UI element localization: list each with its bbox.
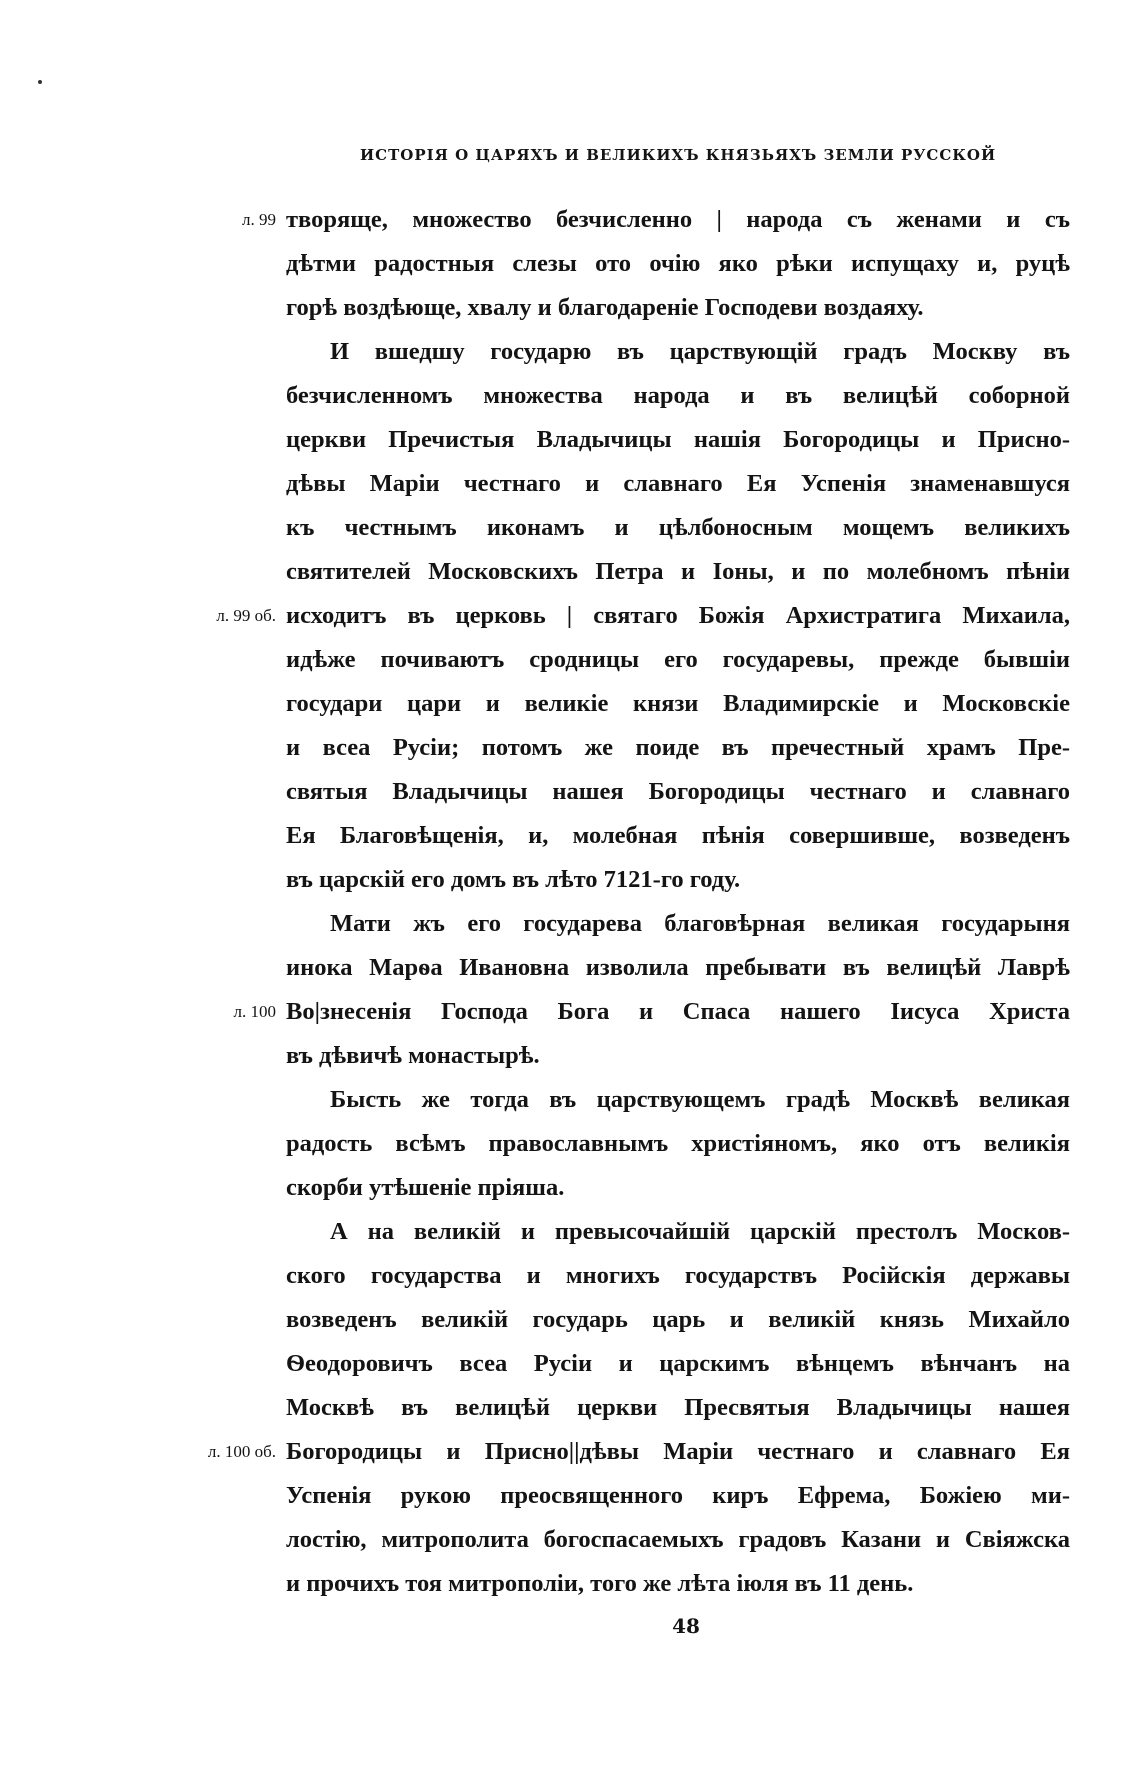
text-line: Бысть же тогда въ царствующемъ градѣ Москвѣ великая — [330, 1086, 1070, 1113]
running-header: ИСТОРІЯ О ЦАРЯХЪ И ВЕЛИКИХЪ КНЯЗЬЯХЪ ЗЕМЛИ РУССКОЙ — [360, 146, 997, 164]
folio-note: л. 99 об. — [216, 606, 276, 625]
text-line: дѣтми радостныя слезы ото очію яко рѣки испущаху и, руцѣ — [286, 250, 1070, 277]
folio-note: л. 100 — [233, 1002, 276, 1021]
text-line: возведенъ великій государь царь и великій князь Михайло — [286, 1306, 1070, 1333]
text-line: радость всѣмъ православнымъ христіяномъ, яко отъ великія — [286, 1130, 1070, 1157]
text-line: инока Марѳа Ивановна изволила пребывати въ велицѣй Лаврѣ — [286, 954, 1070, 981]
text-line: святителей Московскихъ Петра и Іоны, и по молебномъ пѣніи — [286, 558, 1070, 585]
text-line: и прочихъ тоя митрополіи, того же лѣта іюля въ 11 день. — [286, 1570, 914, 1597]
text-line: Ея Благовѣщенія, и, молебная пѣнія совершивше, возведенъ — [286, 822, 1070, 849]
text-line: Ѳеодоровичъ всеа Русіи и царскимъ вѣнцемъ вѣнчанъ на — [286, 1350, 1070, 1377]
text-line: л. 99 творяще, множество безчисленно | народа съ женами и съ — [286, 198, 1070, 242]
text-line: къ честнымъ иконамъ и цѣлбоносным мощемъ великихъ — [286, 514, 1070, 541]
text-line: ского государства и многихъ государствъ Російскія державы — [286, 1262, 1070, 1289]
text-line: Мати жъ его государева благовѣрная великая государыня — [330, 910, 1070, 937]
page-number: 48 — [672, 1614, 700, 1638]
text-line: идѣже почиваютъ сродницы его государевы, прежде бывшіи — [286, 646, 1070, 673]
text-line: Москвѣ въ велицѣй церкви Пресвятыя Владычицы нашея — [286, 1394, 1070, 1421]
text-line: скорби утѣшеніе пріяша. — [286, 1174, 565, 1201]
text-line: въ дѣвичѣ монастырѣ. — [286, 1042, 540, 1069]
text-line: л. 100 Во|знесенія Господа Бога и Спаса нашего Іисуса Христа — [286, 990, 1070, 1034]
body-text — [207, 198, 1070, 1606]
text-line: церкви Пречистыя Владычицы нашія Богородицы и Присно- — [286, 426, 1070, 453]
folio-note: л. 99 — [242, 210, 276, 229]
folio-note: л. 100 об. — [207, 1442, 276, 1461]
text-line: безчисленномъ множества народа и въ велицѣй соборной — [286, 382, 1070, 409]
text-line: государи цари и великіе князи Владимирскіе и Московскіе — [286, 690, 1070, 717]
text-line: святыя Владычицы нашея Богородицы честнаго и славнаго — [286, 778, 1070, 805]
text-line: въ царскій его домъ въ лѣто 7121-го году. — [286, 866, 741, 893]
text-line: И вшедшу государю въ царствующій градъ Москву въ — [330, 338, 1070, 365]
text-line: Успенія рукою преосвященного киръ Ефрема, Божіею ми- — [286, 1482, 1070, 1509]
text-line: л. 100 об. Богородицы и Присно||дѣвы Маріи честнаго и славнаго Ея — [286, 1430, 1070, 1474]
text-line: лостію, митрополита богоспасаемыхъ градовъ Казани и Свіяжска — [286, 1526, 1070, 1553]
text-line: горѣ воздѣюще, хвалу и благодареніе Господеви воздаяху. — [286, 294, 924, 321]
text-line: л. 99 об. исходитъ въ церковь | святаго Божія Архистратига Михаила, — [286, 594, 1070, 638]
text-line: А на великій и превысочайшій царскій престолъ Москов- — [330, 1218, 1070, 1245]
text-line: и всеа Русіи; потомъ же поиде въ пречестный храмъ Пре- — [286, 734, 1070, 761]
scan-speck — [38, 80, 42, 84]
text-line: дѣвы Маріи честнаго и славнаго Ея Успенія знаменавшуся — [286, 470, 1070, 497]
